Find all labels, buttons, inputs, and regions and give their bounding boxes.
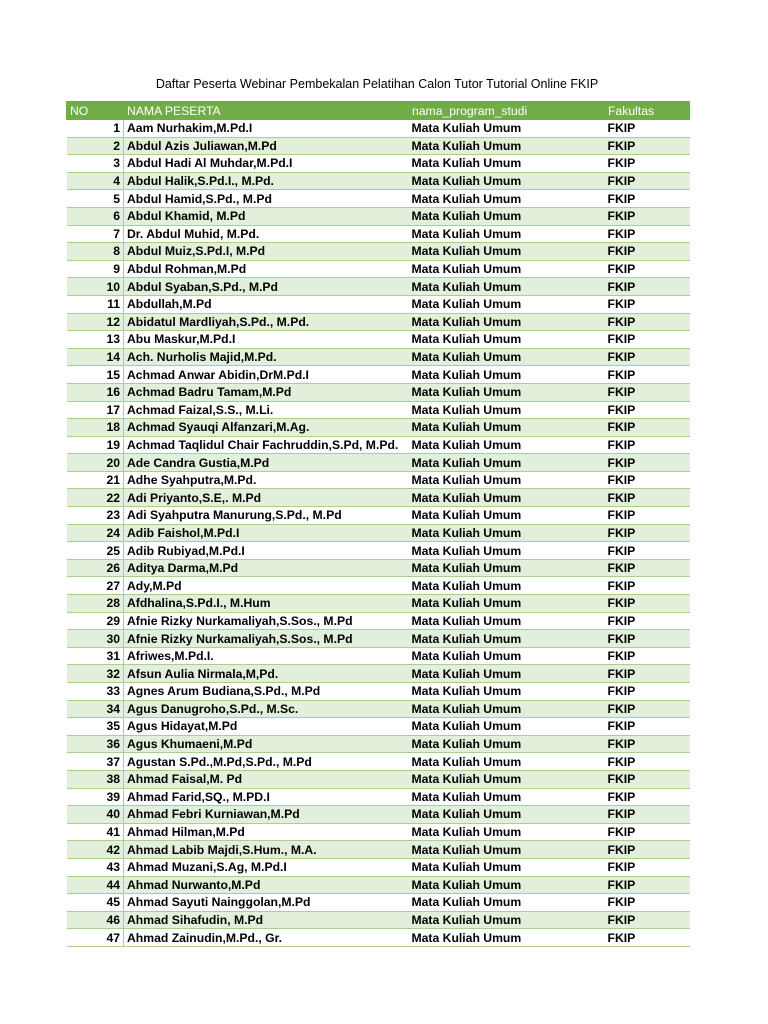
faculty-cell: FKIP xyxy=(605,735,690,753)
program-cell: Mata Kuliah Umum xyxy=(409,190,605,208)
name-cell: Ahmad Muzani,S.Ag, M.Pd.I xyxy=(124,858,409,876)
faculty-cell: FKIP xyxy=(605,718,690,736)
name-cell: Agus Danugroho,S.Pd., M.Sc. xyxy=(124,700,409,718)
table-row xyxy=(67,278,690,296)
table-row xyxy=(67,559,690,577)
table-row xyxy=(67,858,690,876)
program-cell: Mata Kuliah Umum xyxy=(409,735,605,753)
no-cell: 12 xyxy=(67,313,124,331)
table-row xyxy=(67,172,690,190)
table-row xyxy=(67,665,690,683)
faculty-cell: FKIP xyxy=(605,331,690,349)
table-row xyxy=(67,806,690,824)
program-cell: Mata Kuliah Umum xyxy=(409,471,605,489)
faculty-cell: FKIP xyxy=(605,489,690,507)
faculty-cell: FKIP xyxy=(605,295,690,313)
name-cell: Aam Nurhakim,M.Pd.I xyxy=(124,120,409,138)
table-row xyxy=(67,120,690,138)
table-row xyxy=(67,401,690,419)
name-cell: Abdul Halik,S.Pd.I., M.Pd. xyxy=(124,172,409,190)
name-cell: Abdul Hadi Al Muhdar,M.Pd.I xyxy=(124,155,409,173)
table-row xyxy=(67,366,690,384)
no-cell: 38 xyxy=(67,770,124,788)
table-row xyxy=(67,260,690,278)
no-cell: 27 xyxy=(67,577,124,595)
table-row xyxy=(67,612,690,630)
name-cell: Afnie Rizky Nurkamaliyah,S.Sos., M.Pd xyxy=(124,612,409,630)
faculty-cell: FKIP xyxy=(605,683,690,701)
program-cell: Mata Kuliah Umum xyxy=(409,718,605,736)
faculty-cell: FKIP xyxy=(605,278,690,296)
table-row xyxy=(67,753,690,771)
program-cell: Mata Kuliah Umum xyxy=(409,207,605,225)
table-row xyxy=(67,207,690,225)
header-no: NO xyxy=(67,102,124,120)
program-cell: Mata Kuliah Umum xyxy=(409,436,605,454)
name-cell: Achmad Faizal,S.S., M.Li. xyxy=(124,401,409,419)
table-row xyxy=(67,894,690,912)
no-cell: 30 xyxy=(67,630,124,648)
program-cell: Mata Kuliah Umum xyxy=(409,823,605,841)
table-header-row xyxy=(67,102,690,120)
name-cell: Ade Candra Gustia,M.Pd xyxy=(124,454,409,472)
table-row xyxy=(67,436,690,454)
name-cell: Abdul Hamid,S.Pd., M.Pd xyxy=(124,190,409,208)
program-cell: Mata Kuliah Umum xyxy=(409,401,605,419)
name-cell: Ahmad Zainudin,M.Pd., Gr. xyxy=(124,929,409,947)
name-cell: Achmad Syauqi Alfanzari,M.Ag. xyxy=(124,419,409,437)
name-cell: Abdul Rohman,M.Pd xyxy=(124,260,409,278)
table-row xyxy=(67,190,690,208)
name-cell: Ahmad Farid,SQ., M.PD.I xyxy=(124,788,409,806)
no-cell: 9 xyxy=(67,260,124,278)
name-cell: Afnie Rizky Nurkamaliyah,S.Sos., M.Pd xyxy=(124,630,409,648)
table-row xyxy=(67,700,690,718)
faculty-cell: FKIP xyxy=(605,260,690,278)
name-cell: Ahmad Febri Kurniawan,M.Pd xyxy=(124,806,409,824)
header-program: nama_program_studi xyxy=(409,102,605,120)
program-cell: Mata Kuliah Umum xyxy=(409,295,605,313)
name-cell: Achmad Anwar Abidin,DrM.Pd.I xyxy=(124,366,409,384)
faculty-cell: FKIP xyxy=(605,454,690,472)
no-cell: 14 xyxy=(67,348,124,366)
no-cell: 4 xyxy=(67,172,124,190)
participant-table xyxy=(66,101,690,947)
program-cell: Mata Kuliah Umum xyxy=(409,683,605,701)
program-cell: Mata Kuliah Umum xyxy=(409,841,605,859)
name-cell: Adib Faishol,M.Pd.I xyxy=(124,524,409,542)
table-row xyxy=(67,595,690,613)
program-cell: Mata Kuliah Umum xyxy=(409,806,605,824)
faculty-cell: FKIP xyxy=(605,559,690,577)
no-cell: 47 xyxy=(67,929,124,947)
name-cell: Ady,M.Pd xyxy=(124,577,409,595)
program-cell: Mata Kuliah Umum xyxy=(409,876,605,894)
no-cell: 33 xyxy=(67,683,124,701)
table-row xyxy=(67,577,690,595)
program-cell: Mata Kuliah Umum xyxy=(409,858,605,876)
faculty-cell: FKIP xyxy=(605,524,690,542)
program-cell: Mata Kuliah Umum xyxy=(409,366,605,384)
name-cell: Ahmad Faisal,M. Pd xyxy=(124,770,409,788)
faculty-cell: FKIP xyxy=(605,630,690,648)
name-cell: Abdul Azis Juliawan,M.Pd xyxy=(124,137,409,155)
table-row xyxy=(67,243,690,261)
no-cell: 10 xyxy=(67,278,124,296)
no-cell: 5 xyxy=(67,190,124,208)
name-cell: Abdul Syaban,S.Pd., M.Pd xyxy=(124,278,409,296)
program-cell: Mata Kuliah Umum xyxy=(409,137,605,155)
program-cell: Mata Kuliah Umum xyxy=(409,454,605,472)
name-cell: Achmad Taqlidul Chair Fachruddin,S.Pd, M.Pd. xyxy=(124,436,409,454)
program-cell: Mata Kuliah Umum xyxy=(409,278,605,296)
table-row xyxy=(67,295,690,313)
no-cell: 36 xyxy=(67,735,124,753)
program-cell: Mata Kuliah Umum xyxy=(409,489,605,507)
no-cell: 19 xyxy=(67,436,124,454)
faculty-cell: FKIP xyxy=(605,647,690,665)
table-row xyxy=(67,876,690,894)
name-cell: Afriwes,M.Pd.I. xyxy=(124,647,409,665)
faculty-cell: FKIP xyxy=(605,507,690,525)
name-cell: Agnes Arum Budiana,S.Pd., M.Pd xyxy=(124,683,409,701)
name-cell: Ahmad Hilman,M.Pd xyxy=(124,823,409,841)
program-cell: Mata Kuliah Umum xyxy=(409,700,605,718)
program-cell: Mata Kuliah Umum xyxy=(409,172,605,190)
program-cell: Mata Kuliah Umum xyxy=(409,559,605,577)
faculty-cell: FKIP xyxy=(605,542,690,560)
table-row xyxy=(67,718,690,736)
name-cell: Agustan S.Pd.,M.Pd,S.Pd., M.Pd xyxy=(124,753,409,771)
faculty-cell: FKIP xyxy=(605,577,690,595)
faculty-cell: FKIP xyxy=(605,120,690,138)
program-cell: Mata Kuliah Umum xyxy=(409,929,605,947)
faculty-cell: FKIP xyxy=(605,348,690,366)
no-cell: 17 xyxy=(67,401,124,419)
no-cell: 46 xyxy=(67,911,124,929)
name-cell: Adib Rubiyad,M.Pd.I xyxy=(124,542,409,560)
name-cell: Achmad Badru Tamam,M.Pd xyxy=(124,383,409,401)
no-cell: 32 xyxy=(67,665,124,683)
no-cell: 35 xyxy=(67,718,124,736)
name-cell: Ach. Nurholis Majid,M.Pd. xyxy=(124,348,409,366)
program-cell: Mata Kuliah Umum xyxy=(409,788,605,806)
program-cell: Mata Kuliah Umum xyxy=(409,383,605,401)
faculty-cell: FKIP xyxy=(605,876,690,894)
no-cell: 1 xyxy=(67,120,124,138)
table-row xyxy=(67,471,690,489)
program-cell: Mata Kuliah Umum xyxy=(409,647,605,665)
faculty-cell: FKIP xyxy=(605,929,690,947)
faculty-cell: FKIP xyxy=(605,894,690,912)
page-title: Daftar Peserta Webinar Pembekalan Pelatihan Calon Tutor Tutorial Online FKIP xyxy=(155,77,599,91)
table-row xyxy=(67,419,690,437)
no-cell: 26 xyxy=(67,559,124,577)
no-cell: 16 xyxy=(67,383,124,401)
no-cell: 45 xyxy=(67,894,124,912)
table-row xyxy=(67,383,690,401)
program-cell: Mata Kuliah Umum xyxy=(409,630,605,648)
faculty-cell: FKIP xyxy=(605,700,690,718)
faculty-cell: FKIP xyxy=(605,155,690,173)
faculty-cell: FKIP xyxy=(605,313,690,331)
no-cell: 24 xyxy=(67,524,124,542)
no-cell: 39 xyxy=(67,788,124,806)
no-cell: 22 xyxy=(67,489,124,507)
name-cell: Dr. Abdul Muhid, M.Pd. xyxy=(124,225,409,243)
program-cell: Mata Kuliah Umum xyxy=(409,753,605,771)
program-cell: Mata Kuliah Umum xyxy=(409,331,605,349)
program-cell: Mata Kuliah Umum xyxy=(409,894,605,912)
faculty-cell: FKIP xyxy=(605,841,690,859)
program-cell: Mata Kuliah Umum xyxy=(409,507,605,525)
no-cell: 40 xyxy=(67,806,124,824)
no-cell: 29 xyxy=(67,612,124,630)
table-row xyxy=(67,313,690,331)
program-cell: Mata Kuliah Umum xyxy=(409,243,605,261)
table-row xyxy=(67,137,690,155)
no-cell: 18 xyxy=(67,419,124,437)
faculty-cell: FKIP xyxy=(605,911,690,929)
no-cell: 13 xyxy=(67,331,124,349)
name-cell: Afsun Aulia Nirmala,M,Pd. xyxy=(124,665,409,683)
table-row xyxy=(67,489,690,507)
program-cell: Mata Kuliah Umum xyxy=(409,260,605,278)
faculty-cell: FKIP xyxy=(605,806,690,824)
faculty-cell: FKIP xyxy=(605,858,690,876)
table-row xyxy=(67,735,690,753)
program-cell: Mata Kuliah Umum xyxy=(409,612,605,630)
faculty-cell: FKIP xyxy=(605,137,690,155)
faculty-cell: FKIP xyxy=(605,207,690,225)
table-row xyxy=(67,683,690,701)
no-cell: 34 xyxy=(67,700,124,718)
program-cell: Mata Kuliah Umum xyxy=(409,120,605,138)
table-row xyxy=(67,929,690,947)
no-cell: 2 xyxy=(67,137,124,155)
name-cell: Ahmad Nurwanto,M.Pd xyxy=(124,876,409,894)
no-cell: 43 xyxy=(67,858,124,876)
faculty-cell: FKIP xyxy=(605,383,690,401)
faculty-cell: FKIP xyxy=(605,225,690,243)
table-row xyxy=(67,823,690,841)
no-cell: 15 xyxy=(67,366,124,384)
program-cell: Mata Kuliah Umum xyxy=(409,542,605,560)
program-cell: Mata Kuliah Umum xyxy=(409,577,605,595)
program-cell: Mata Kuliah Umum xyxy=(409,595,605,613)
no-cell: 44 xyxy=(67,876,124,894)
faculty-cell: FKIP xyxy=(605,366,690,384)
name-cell: Abdul Khamid, M.Pd xyxy=(124,207,409,225)
table-row xyxy=(67,911,690,929)
header-name: NAMA PESERTA xyxy=(124,102,409,120)
no-cell: 42 xyxy=(67,841,124,859)
name-cell: Aditya Darma,M.Pd xyxy=(124,559,409,577)
name-cell: Afdhalina,S.Pd.I., M.Hum xyxy=(124,595,409,613)
name-cell: Ahmad Sayuti Nainggolan,M.Pd xyxy=(124,894,409,912)
table-row xyxy=(67,630,690,648)
no-cell: 3 xyxy=(67,155,124,173)
faculty-cell: FKIP xyxy=(605,753,690,771)
program-cell: Mata Kuliah Umum xyxy=(409,348,605,366)
no-cell: 23 xyxy=(67,507,124,525)
table-row xyxy=(67,331,690,349)
name-cell: Adi Priyanto,S.E,. M.Pd xyxy=(124,489,409,507)
table-row xyxy=(67,542,690,560)
name-cell: Agus Hidayat,M.Pd xyxy=(124,718,409,736)
header-faculty: Fakultas xyxy=(605,102,690,120)
faculty-cell: FKIP xyxy=(605,612,690,630)
faculty-cell: FKIP xyxy=(605,172,690,190)
faculty-cell: FKIP xyxy=(605,595,690,613)
faculty-cell: FKIP xyxy=(605,823,690,841)
no-cell: 21 xyxy=(67,471,124,489)
faculty-cell: FKIP xyxy=(605,788,690,806)
no-cell: 25 xyxy=(67,542,124,560)
name-cell: Adhe Syahputra,M.Pd. xyxy=(124,471,409,489)
program-cell: Mata Kuliah Umum xyxy=(409,419,605,437)
name-cell: Ahmad Labib Majdi,S.Hum., M.A. xyxy=(124,841,409,859)
table-row xyxy=(67,770,690,788)
no-cell: 8 xyxy=(67,243,124,261)
faculty-cell: FKIP xyxy=(605,471,690,489)
table-body xyxy=(67,120,690,947)
table-row xyxy=(67,348,690,366)
no-cell: 6 xyxy=(67,207,124,225)
faculty-cell: FKIP xyxy=(605,665,690,683)
program-cell: Mata Kuliah Umum xyxy=(409,665,605,683)
name-cell: Ahmad Sihafudin, M.Pd xyxy=(124,911,409,929)
no-cell: 7 xyxy=(67,225,124,243)
faculty-cell: FKIP xyxy=(605,419,690,437)
name-cell: Abdullah,M.Pd xyxy=(124,295,409,313)
table-row xyxy=(67,841,690,859)
name-cell: Abu Maskur,M.Pd.I xyxy=(124,331,409,349)
no-cell: 37 xyxy=(67,753,124,771)
name-cell: Abdul Muiz,S.Pd.I, M.Pd xyxy=(124,243,409,261)
program-cell: Mata Kuliah Umum xyxy=(409,225,605,243)
faculty-cell: FKIP xyxy=(605,401,690,419)
table-row xyxy=(67,507,690,525)
name-cell: Agus Khumaeni,M.Pd xyxy=(124,735,409,753)
faculty-cell: FKIP xyxy=(605,190,690,208)
no-cell: 20 xyxy=(67,454,124,472)
table-row xyxy=(67,524,690,542)
program-cell: Mata Kuliah Umum xyxy=(409,313,605,331)
program-cell: Mata Kuliah Umum xyxy=(409,911,605,929)
faculty-cell: FKIP xyxy=(605,243,690,261)
table-row xyxy=(67,788,690,806)
name-cell: Adi Syahputra Manurung,S.Pd., M.Pd xyxy=(124,507,409,525)
faculty-cell: FKIP xyxy=(605,436,690,454)
program-cell: Mata Kuliah Umum xyxy=(409,770,605,788)
table-row xyxy=(67,454,690,472)
faculty-cell: FKIP xyxy=(605,770,690,788)
table-row xyxy=(67,647,690,665)
no-cell: 31 xyxy=(67,647,124,665)
no-cell: 41 xyxy=(67,823,124,841)
no-cell: 11 xyxy=(67,295,124,313)
table-row xyxy=(67,225,690,243)
program-cell: Mata Kuliah Umum xyxy=(409,155,605,173)
table-row xyxy=(67,155,690,173)
program-cell: Mata Kuliah Umum xyxy=(409,524,605,542)
name-cell: Abidatul Mardliyah,S.Pd., M.Pd. xyxy=(124,313,409,331)
no-cell: 28 xyxy=(67,595,124,613)
